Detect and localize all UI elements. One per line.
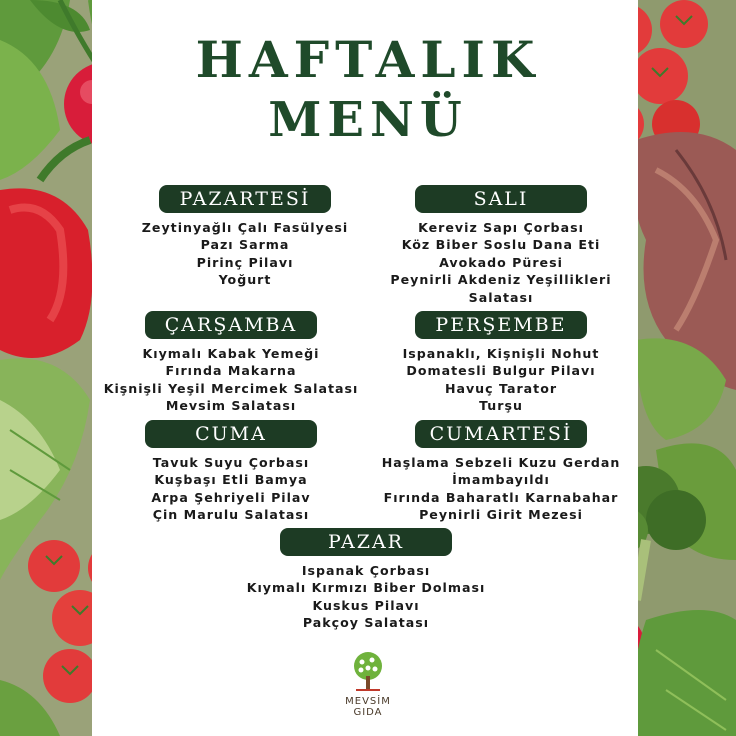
dish-item: Köz Biber Soslu Dana Eti bbox=[401, 237, 601, 253]
dish-item: Havuç Tarator bbox=[444, 380, 558, 396]
dish-item: Kişnişli Yeşil Mercimek Salatası bbox=[103, 380, 359, 396]
day-label: ÇARŞAMBA bbox=[145, 311, 317, 339]
day-sali bbox=[336, 185, 666, 306]
day-label: PAZARTESİ bbox=[159, 185, 331, 213]
brand-logo bbox=[336, 650, 400, 718]
dish-item: Kereviz Sapı Çorbası bbox=[418, 220, 584, 235]
dish-list bbox=[201, 562, 531, 632]
dish-item: Zeytinyağlı Çalı Fasülyesi bbox=[141, 220, 349, 235]
dish-item: Turşu bbox=[479, 398, 523, 414]
dish-item: Ispanak Çorbası bbox=[301, 563, 431, 578]
dish-item: Kıymalı Kırmızı Biber Dolması bbox=[246, 580, 486, 596]
title-line2: MENÜ bbox=[268, 92, 468, 148]
dish-item: Arpa Şehriyeli Pilav bbox=[151, 489, 311, 505]
dish-item: Pakçoy Salatası bbox=[302, 615, 430, 631]
day-label: CUMARTESİ bbox=[415, 420, 587, 448]
day-label: CUMA bbox=[145, 420, 317, 448]
dish-item: Kuşbaşı Etli Bamya bbox=[154, 472, 308, 488]
dish-item: Ispanaklı, Kişnişli Nohut bbox=[402, 346, 600, 361]
dish-item: Salatası bbox=[468, 289, 534, 305]
dish-item: Kuskus Pilavı bbox=[312, 597, 420, 613]
dish-item: Tavuk Suyu Çorbası bbox=[152, 455, 310, 470]
day-persembe bbox=[336, 311, 666, 415]
day-pazar bbox=[201, 528, 531, 632]
dish-list bbox=[336, 454, 666, 524]
day-label: PAZAR bbox=[280, 528, 452, 556]
dish-item: Kıymalı Kabak Yemeği bbox=[142, 346, 320, 361]
dish-item: İmambayıldı bbox=[452, 472, 550, 488]
brand-name-line1: MEVSİM bbox=[345, 696, 391, 707]
dish-item: Peynirli Girit Mezesi bbox=[419, 507, 583, 523]
dish-list bbox=[336, 219, 666, 306]
dish-item: Mevsim Salatası bbox=[165, 398, 297, 414]
dish-item: Fırında Baharatlı Karnabahar bbox=[383, 489, 619, 505]
dish-item: Pazı Sarma bbox=[200, 237, 290, 253]
dish-item: Haşlama Sebzeli Kuzu Gerdan bbox=[381, 455, 621, 470]
brand-name-line2: GIDA bbox=[353, 707, 383, 718]
dish-item: Pirinç Pilavı bbox=[196, 254, 294, 270]
dish-item: Çin Marulu Salatası bbox=[152, 507, 310, 523]
dish-item: Yoğurt bbox=[218, 272, 272, 288]
day-cumartesi bbox=[336, 420, 666, 524]
dish-item: Fırında Makarna bbox=[165, 363, 297, 379]
dish-list bbox=[336, 345, 666, 415]
dish-item: Peynirli Akdeniz Yeşillikleri bbox=[390, 272, 612, 288]
dish-item: Domatesli Bulgur Pilavı bbox=[406, 363, 596, 379]
day-label: SALI bbox=[415, 185, 587, 213]
day-label: PERŞEMBE bbox=[415, 311, 587, 339]
dish-item: Avokado Püresi bbox=[439, 254, 563, 270]
tree-icon bbox=[348, 650, 388, 692]
title-line1: HAFTALIK bbox=[195, 30, 541, 89]
